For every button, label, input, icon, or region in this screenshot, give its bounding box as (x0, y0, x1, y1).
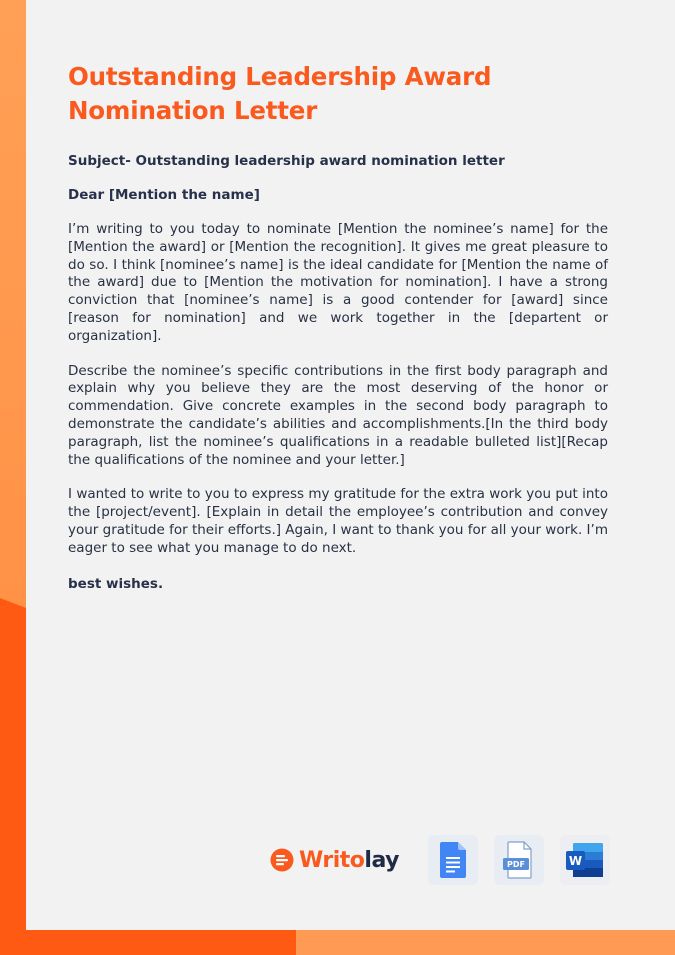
bottom-accent-bar (0, 930, 675, 955)
word-label: W (568, 854, 583, 868)
pdf-file-icon[interactable] (494, 835, 544, 885)
letter-body (68, 152, 608, 593)
paragraph-3: I wanted to write to you to express my gratitude for the extra work you put into the [project/event]. [Explain in detail the employee’s contribution and convey your gratitude for their efforts.] Again, I want to thank you for all your work. I’m eager to see what you manage to do next. (68, 486, 608, 556)
greeting: Dear [Mention the name] (68, 187, 260, 203)
pdf-label: PDF (507, 860, 525, 870)
signoff: best wishes. (68, 575, 164, 592)
left-accent-stripe (0, 0, 26, 955)
brand-name-part2: lay (364, 847, 399, 873)
page-title: Outstanding Leadership Award Nomination Letter (68, 62, 492, 125)
brand-name-part1: Writo (299, 847, 365, 873)
brand-name (299, 848, 399, 873)
brand-logo (270, 845, 399, 875)
writolay-logo-icon (270, 848, 294, 872)
subject-line: Subject- Outstanding leadership award nomination letter (68, 153, 505, 169)
google-docs-icon[interactable] (428, 835, 478, 885)
word-file-icon[interactable] (560, 835, 610, 885)
paragraph-1: I’m writing to you today to nominate [Mention the nominee’s name] for the [Mention the award] or [Mention the recognition]. It gives me great pleasure to do so. I think [nominee’s name] is the ideal candidate for [Mention the name of the award] due to [Mention the motivation for nomination]. I have a strong conviction that [nominee’s name] is a good contender for [award] since [reason for nomination] and we work together in the [departent or organization]. (68, 221, 608, 344)
paragraph-2: Describe the nominee’s specific contributions in the first body paragraph and explain why you believe they are the most deserving of the honor or commendation. Give concrete examples in the second body paragraph to demonstrate the candidate’s abilities and accomplishments.[In the third body paragraph, list the nominee’s qualifications in a readable bulleted list][Recap the qualifications of the nominee and your letter.] (68, 362, 608, 468)
